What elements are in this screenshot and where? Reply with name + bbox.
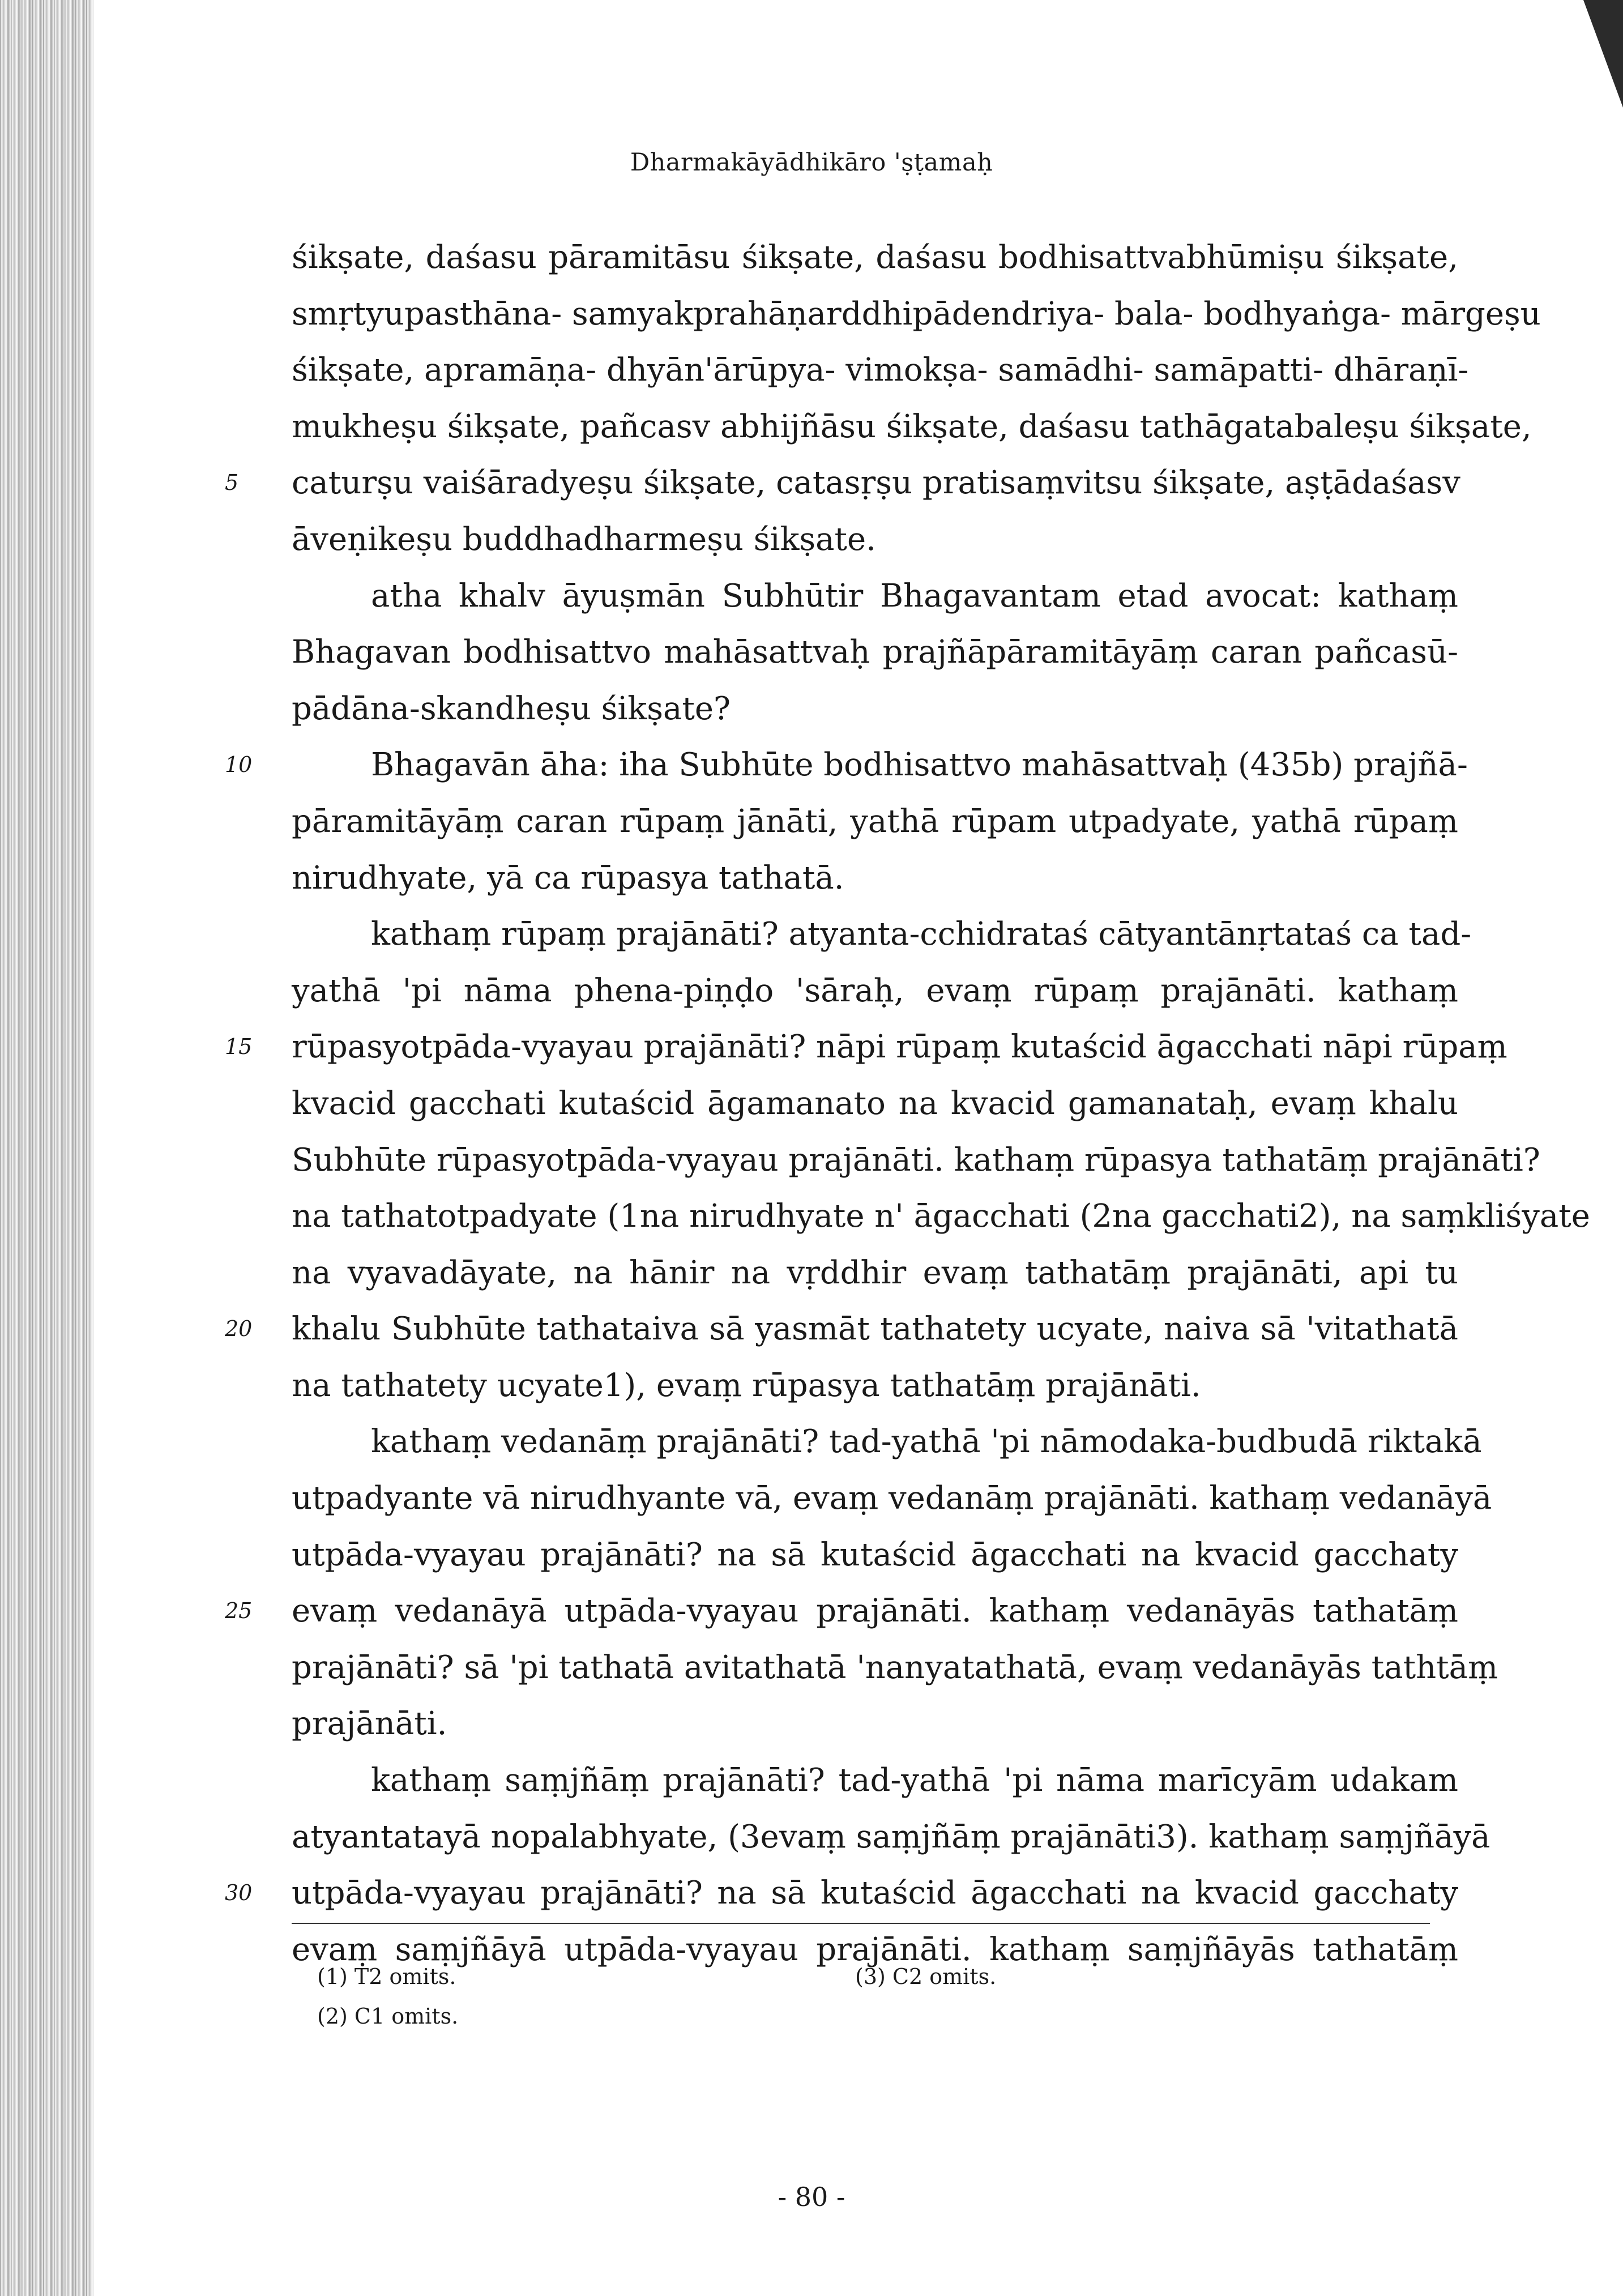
line-number: 30 [225, 1880, 253, 1906]
text-line [292, 568, 1458, 625]
footnote-3: (3) C2 omits. [855, 1964, 997, 1989]
text-line [292, 342, 1469, 399]
text-line [292, 1245, 1458, 1301]
line-number: 10 [225, 752, 253, 778]
text-line [292, 1527, 1458, 1584]
text-line [292, 286, 1541, 343]
line-number: 25 [225, 1598, 253, 1624]
text-line [292, 229, 1458, 286]
text-line [292, 511, 1458, 568]
text-line [292, 1188, 1590, 1245]
line-text: atha khalv āyuṣmān Subhūtir Bhagavantam etad avocat: kathaṃ [371, 577, 1458, 614]
text-line [292, 1076, 1458, 1132]
line-text: na tathatotpadyate (1na nirudhyate n' āgacchati (2na gacchati2), na saṃkliśyate [292, 1198, 1590, 1235]
line-text: kvacid gacchati kutaścid āgamanato na kvacid gamanataḥ, evaṃ khalu [292, 1085, 1458, 1122]
text-line [292, 399, 1532, 455]
line-text: utpāda-vyayau prajānāti? na sā kutaścid āgacchati na kvacid gacchaty [292, 1875, 1458, 1912]
line-text: utpadyante vā nirudhyante vā, evaṃ vedanāṃ prajānāti. kathaṃ vedanāyā [292, 1480, 1492, 1517]
text-line [292, 1640, 1498, 1696]
text-line [292, 1358, 1458, 1414]
text-line [292, 793, 1458, 850]
text-line [292, 1752, 1458, 1809]
text-line [225, 455, 1460, 511]
line-text: smṛtyupasthāna- samyakprahāṇarddhipādendriya- bala- bodhyaṅga- mārgeṣu [292, 295, 1541, 332]
line-text: caturṣu vaiśāradyeṣu śikṣate, catasṛṣu pratisaṃvitsu śikṣate, aṣṭādaśasv [292, 464, 1460, 502]
text-line [292, 1132, 1540, 1189]
footnote-2: (2) C1 omits. [317, 2004, 459, 2029]
footnote-1: (1) T2 omits. [317, 1964, 456, 1989]
line-text: khalu Subhūte tathataiva sā yasmāt tathatety ucyate, naiva sā 'vitathatā [292, 1311, 1458, 1348]
line-text: śikṣate, apramāṇa- dhyān'ārūpya- vimokṣa- samādhi- samāpatti- dhāraṇī- [292, 352, 1469, 389]
text-line [292, 1414, 1482, 1470]
line-text: prajānāti? sā 'pi tathatā avitathatā 'nanyatathatā, evaṃ vedanāyās tathtāṃ [292, 1649, 1498, 1686]
page-number: - 80 - [778, 2182, 845, 2212]
text-line [292, 850, 1458, 907]
line-text: kathaṃ saṃjñāṃ prajānāti? tad-yathā 'pi nāma marīcyām udakam [371, 1762, 1458, 1799]
line-text: Bhagavan bodhisattvo mahāsattvaḥ prajñāpāramitāyāṃ caran pañcasū- [292, 634, 1458, 671]
line-text: Subhūte rūpasyotpāda-vyayau prajānāti. kathaṃ rūpasya tathatāṃ prajānāti? [292, 1141, 1540, 1179]
text-line [292, 1470, 1492, 1527]
line-text: evaṃ vedanāyā utpāda-vyayau prajānāti. kathaṃ vedanāyās tathatāṃ [292, 1593, 1458, 1630]
line-text: mukheṣu śikṣate, pañcasv abhijñāsu śikṣate, daśasu tathāgatabaleṣu śikṣate, [292, 408, 1532, 445]
line-text: pāramitāyāṃ caran rūpaṃ jānāti, yathā rūpam utpadyate, yathā rūpaṃ [292, 803, 1458, 840]
running-head: Dharmakāyādhikāro 'ṣṭamaḥ [630, 148, 993, 177]
line-text: atyantatayā nopalabhyate, (3evaṃ saṃjñāṃ prajānāti3). kathaṃ saṃjñāyā [292, 1818, 1490, 1855]
scan-corner-shadow [1583, 0, 1623, 108]
line-text: utpāda-vyayau prajānāti? na sā kutaścid āgacchati na kvacid gacchaty [292, 1536, 1458, 1573]
line-text: āveṇikeṣu buddhadharmeṣu śikṣate. [292, 520, 876, 558]
text-line [292, 906, 1472, 963]
line-number: 5 [225, 470, 239, 496]
text-line [225, 1865, 1458, 1922]
text-line [292, 624, 1458, 681]
text-line [225, 1019, 1507, 1076]
line-text: nirudhyate, yā ca rūpasya tathatā. [292, 859, 844, 897]
line-text: na tathatety ucyate1), evaṃ rūpasya tathatāṃ prajānāti. [292, 1367, 1201, 1404]
line-text: na vyavadāyate, na hānir na vṛddhir evaṃ tathatāṃ prajānāti, api tu [292, 1254, 1458, 1291]
line-text: kathaṃ vedanāṃ prajānāti? tad-yathā 'pi nāmodaka-budbudā riktakā [371, 1423, 1482, 1461]
text-block [225, 229, 1590, 1978]
line-text: evaṃ saṃjñāyā utpāda-vyayau prajānāti. kathaṃ saṃjñāyās tathatāṃ [292, 1931, 1458, 1968]
line-number: 20 [225, 1316, 253, 1342]
text-line [292, 681, 1458, 737]
line-text: kathaṃ rūpaṃ prajānāti? atyanta-cchidrataś cātyantānṛtataś ca tad- [371, 916, 1472, 953]
text-line [225, 1583, 1458, 1640]
text-line [292, 1809, 1490, 1866]
line-number: 15 [225, 1034, 253, 1060]
footnote-rule [292, 1923, 1430, 1924]
line-text: śikṣate, daśasu pāramitāsu śikṣate, daśasu bodhisattvabhūmiṣu śikṣate, [292, 239, 1458, 276]
line-text: pādāna-skandheṣu śikṣate? [292, 690, 731, 727]
text-line [292, 1696, 1458, 1752]
line-text: Bhagavān āha: iha Subhūte bodhisattvo mahāsattvaḥ (435b) prajñā- [371, 746, 1468, 784]
text-line [225, 1301, 1458, 1358]
text-line [225, 737, 1468, 793]
text-line [292, 963, 1458, 1019]
line-text: yathā 'pi nāma phena-piṇḍo 'sāraḥ, evaṃ rūpaṃ prajānāti. kathaṃ [292, 972, 1458, 1009]
scan-binding-edge [0, 0, 93, 2296]
line-text: rūpasyotpāda-vyayau prajānāti? nāpi rūpaṃ kutaścid āgacchati nāpi rūpaṃ [292, 1028, 1507, 1066]
line-text: prajānāti. [292, 1705, 447, 1743]
